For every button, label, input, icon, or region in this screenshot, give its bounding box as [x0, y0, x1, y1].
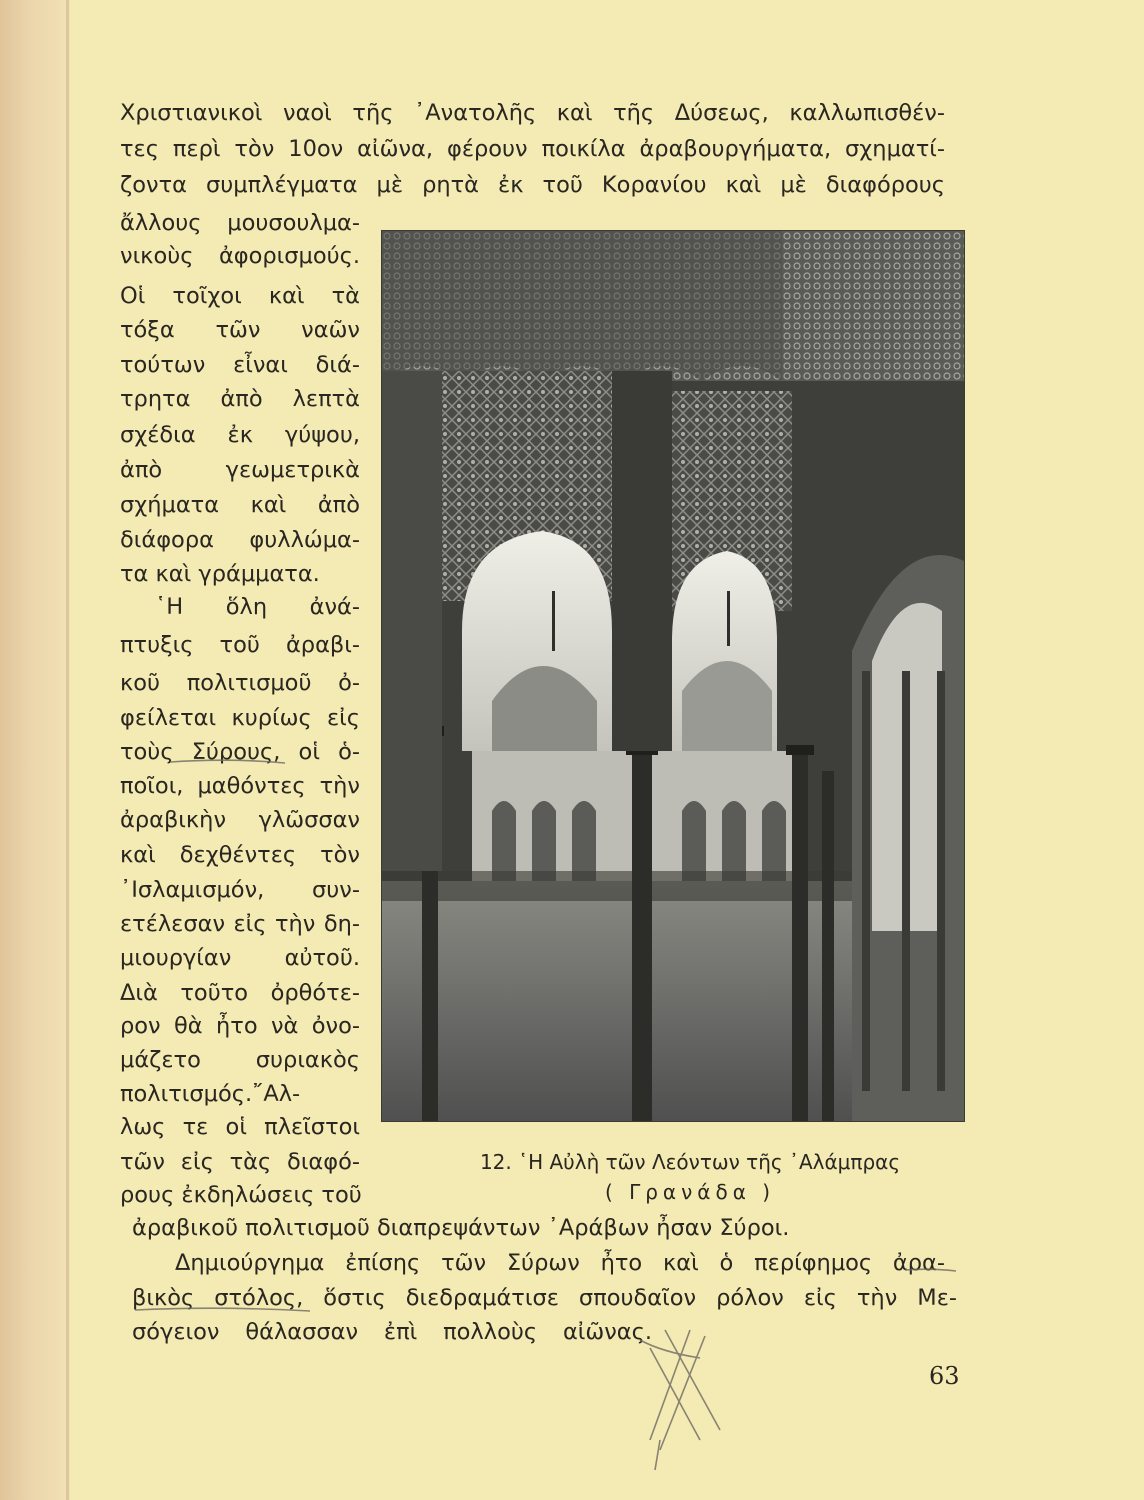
text-line: ζοντα συμπλέγματα μὲ ρητὰ ἐκ τοῦ Κορανίου καὶ μὲ διαφόρους — [120, 172, 945, 198]
text-line: τόξα τῶν ναῶν — [120, 317, 360, 343]
text-line: τρητα ἀπὸ λεπτὰ — [120, 386, 360, 412]
text-line: καὶ δεχθέντες τὸν — [120, 842, 360, 868]
text-line: φείλεται κυρίως εἰς — [120, 705, 360, 731]
text-line: σχέδια ἐκ γύψου, — [120, 422, 360, 448]
text-line: πτυξις τοῦ ἀραβι- — [120, 632, 360, 658]
text-line: ποῖοι, μαθόντες τὴν — [120, 773, 360, 799]
text-line: κοῦ πολιτισμοῦ ὀ- — [120, 670, 360, 696]
page-number: 63 — [929, 1362, 960, 1390]
text-line: βικὸς στόλος, ὅστις διεδραμάτισε σπουδαῖον ρόλον εἰς τὴν Με- — [132, 1285, 957, 1311]
text-line: ἀραβικοῦ πολιτισμοῦ διαπρεψάντων ᾿Αράβων ἦσαν Σύροι. — [132, 1215, 790, 1241]
text-line: σχήματα καὶ ἀπὸ — [120, 492, 360, 518]
text-line: ῾Η ὅλη ἀνά- — [155, 594, 360, 620]
text-line: Χριστιανικοὶ ναοὶ τῆς ᾿Ανατολῆς καὶ τῆς Δύσεως, καλλωπισθέν- — [120, 100, 945, 126]
text-line: τοὺς Σύρους, οἱ ὁ- — [120, 739, 360, 765]
text-line: πολιτισμός.῎Αλ- — [120, 1081, 301, 1107]
text-line: ἄλλους μουσουλμα- — [120, 210, 360, 236]
text-line: τες περὶ τὸν 10ον αἰῶνα, φέρουν ποικίλα ἀραβουργήματα, σχηματί- — [120, 136, 945, 162]
text-line: ᾿Ισλαμισμόν, συν- — [120, 877, 360, 903]
text-line: Δημιούργημα ἐπίσης τῶν Σύρων ἦτο καὶ ὁ περίφημος ἀρα- — [175, 1250, 945, 1276]
text-line: Διὰ τοῦτο ὀρθότε- — [120, 980, 360, 1006]
text-line: τῶν εἰς τὰς διαφό- — [120, 1149, 360, 1175]
text-line: ετέλεσαν εἰς τὴν δη- — [120, 911, 360, 937]
text-line: μάζετο συριακὸς — [120, 1047, 360, 1073]
text-line: διάφορα φυλλώμα- — [120, 527, 360, 553]
text-line: λως τε οἱ πλεῖστοι — [120, 1114, 360, 1140]
figure-caption-location: ( Γρανάδα ) — [604, 1180, 776, 1204]
text-line: Οἱ τοῖχοι καὶ τὰ — [120, 283, 360, 309]
text-line: νικοὺς ἀφορισμούς. — [120, 243, 360, 269]
text-line: ἀραβικὴν γλῶσσαν — [120, 807, 360, 833]
text-line: τούτων εἶναι διά- — [120, 352, 360, 378]
figure-caption: 12. ῾Η Αὐλὴ τῶν Λεόντων τῆς ᾿Αλάμπρας — [479, 1150, 901, 1174]
text-line: ρον θὰ ἦτο νὰ ὀνο- — [120, 1013, 360, 1039]
text-line: σόγειον θάλασσαν ἐπὶ πολλοὺς αἰῶνας. — [132, 1319, 652, 1345]
text-line: μιουργίαν αὐτοῦ. — [120, 945, 360, 971]
text-line: ἀπὸ γεωμετρικὰ — [120, 457, 360, 483]
text-line: τα καὶ γράμματα. — [120, 561, 320, 587]
text-line: ρους ἐκδηλώσεις τοῦ — [120, 1182, 362, 1208]
